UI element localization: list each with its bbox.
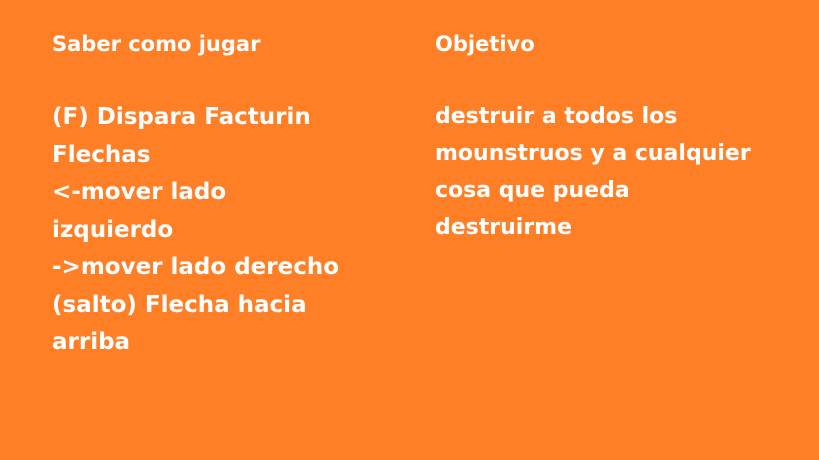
control-move-right-line: ->mover lado derecho: [52, 254, 340, 280]
control-move-left-line: <-mover lado: [52, 179, 227, 205]
objective-line: mounstruos y a cualquier: [435, 141, 751, 166]
control-move-left-line-cont: izquierdo: [52, 216, 174, 243]
controls-title: Saber como jugar: [52, 32, 261, 56]
objective-text: [435, 98, 805, 246]
control-jump-line-cont: arriba: [52, 329, 131, 355]
controls-panel: [52, 28, 372, 362]
control-arrows-line: Flechas: [52, 141, 151, 168]
controls-list: [52, 99, 372, 362]
control-jump-line: (salto) Flecha hacia: [52, 291, 307, 318]
objective-panel: [435, 28, 805, 246]
objective-line: cosa que pueda: [435, 178, 630, 203]
objective-title: Objetivo: [435, 32, 535, 56]
control-fire-line: (F) Dispara Facturin: [52, 104, 311, 130]
objective-line: destruir a todos los: [435, 104, 678, 129]
objective-line: destruirme: [435, 215, 573, 240]
